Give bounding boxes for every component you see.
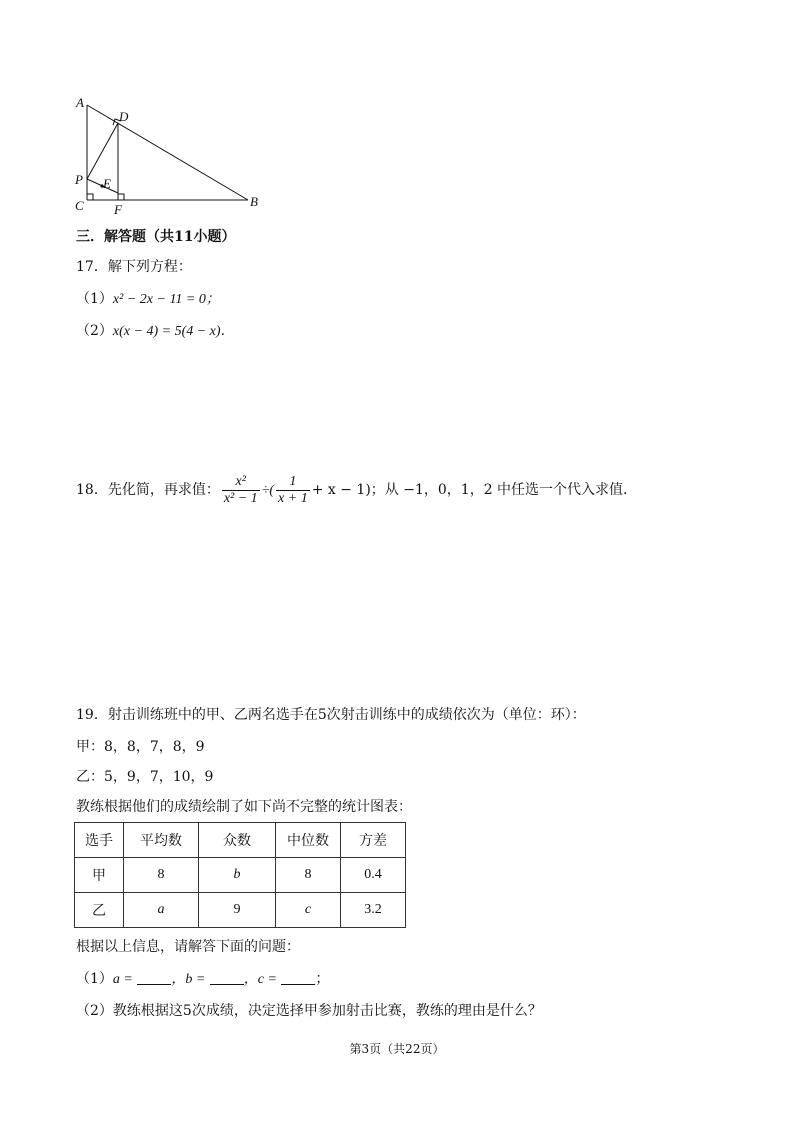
stats-table [74, 822, 406, 928]
cell-median: c [276, 893, 341, 928]
q18-divide: ÷( [261, 483, 275, 498]
blank-a[interactable] [137, 970, 171, 985]
q17-part1-label: （1） [76, 291, 113, 307]
cell-mode: b [199, 858, 276, 893]
header-mode: 众数 [199, 823, 276, 858]
q19-yi-scores: 乙：5，9，7，10，9 [76, 769, 214, 785]
cell-player: 乙 [75, 893, 124, 928]
label-f: F [114, 202, 122, 217]
header-player: 选手 [75, 823, 124, 858]
table-row [75, 858, 406, 893]
q17-part1-equation: x² − 2x − 11 = 0； [112, 292, 220, 307]
q19-part1 [76, 970, 329, 989]
q18-frac1-denominator: x² − 1 [223, 490, 258, 506]
q19-after: 根据以上信息，请解答下面的问题： [76, 939, 300, 955]
q18-frac2-denominator: x + 1 [278, 490, 308, 506]
q19-a-label: a = [112, 972, 133, 987]
cell-variance: 0.4 [341, 858, 406, 893]
cell-player: 甲 [75, 858, 124, 893]
cell-variance: 3.2 [341, 893, 406, 928]
table-header-row [75, 823, 406, 858]
q19-c-label: ，c = [243, 972, 277, 987]
label-e: E [103, 176, 111, 191]
right-angle-c [87, 194, 93, 200]
q18-fraction-2 [276, 474, 310, 507]
q17-part2-label: （2） [76, 323, 113, 339]
q19-stem: 19．射击训练班中的甲、乙两名选手在5次射击训练中的成绩依次为（单位：环）： [76, 707, 586, 723]
triangle-figure [70, 95, 270, 220]
label-d: D [119, 109, 129, 124]
page-footer: 第3页（共22页） [349, 1042, 445, 1056]
q17-part2-equation: x(x − 4) = 5(4 − x)． [112, 324, 235, 339]
q18-frac1-numerator: x² [222, 474, 260, 491]
q18-frac2-numerator: 1 [276, 474, 310, 491]
cell-mean: 8 [124, 858, 199, 893]
header-mean: 平均数 [124, 823, 199, 858]
label-b: B [250, 194, 258, 209]
blank-c[interactable] [281, 970, 315, 985]
q19-part1-label: （1） [76, 971, 113, 987]
table-row [75, 893, 406, 928]
label-a: A [76, 95, 84, 110]
label-p: P [75, 172, 83, 187]
header-median: 中位数 [276, 823, 341, 858]
cell-mode: 9 [199, 893, 276, 928]
q18-rest: + x − 1)；从 −1，0，1，2 中任选一个代入求值． [311, 482, 638, 498]
segment-pd [87, 123, 118, 179]
q17-part2 [76, 322, 235, 341]
cell-mean: a [124, 893, 199, 928]
label-c: C [75, 198, 84, 213]
right-angle-f [118, 194, 124, 200]
section-title: 三．解答题（共11小题） [76, 229, 236, 245]
q19-intro: 教练根据他们的成绩绘制了如下尚不完整的统计图表： [76, 799, 412, 815]
q19-part2: （2）教练根据这5次成绩，决定选择甲参加射击比赛，教练的理由是什么？ [76, 1003, 542, 1019]
q18-label: 18．先化简，再求值： [76, 482, 220, 498]
q18-fraction-1 [222, 474, 260, 507]
q19-b-label: ，b = [171, 972, 206, 987]
segment-ab [87, 105, 248, 200]
cell-median: 8 [276, 858, 341, 893]
q17-part1 [76, 290, 220, 309]
header-variance: 方差 [341, 823, 406, 858]
q18-text [76, 472, 637, 509]
q17-stem: 17．解下列方程： [76, 259, 192, 275]
q19-part1-end: ； [315, 971, 330, 987]
q19-jia-scores: 甲：8，8，7，8，9 [76, 739, 205, 755]
blank-b[interactable] [210, 970, 244, 985]
